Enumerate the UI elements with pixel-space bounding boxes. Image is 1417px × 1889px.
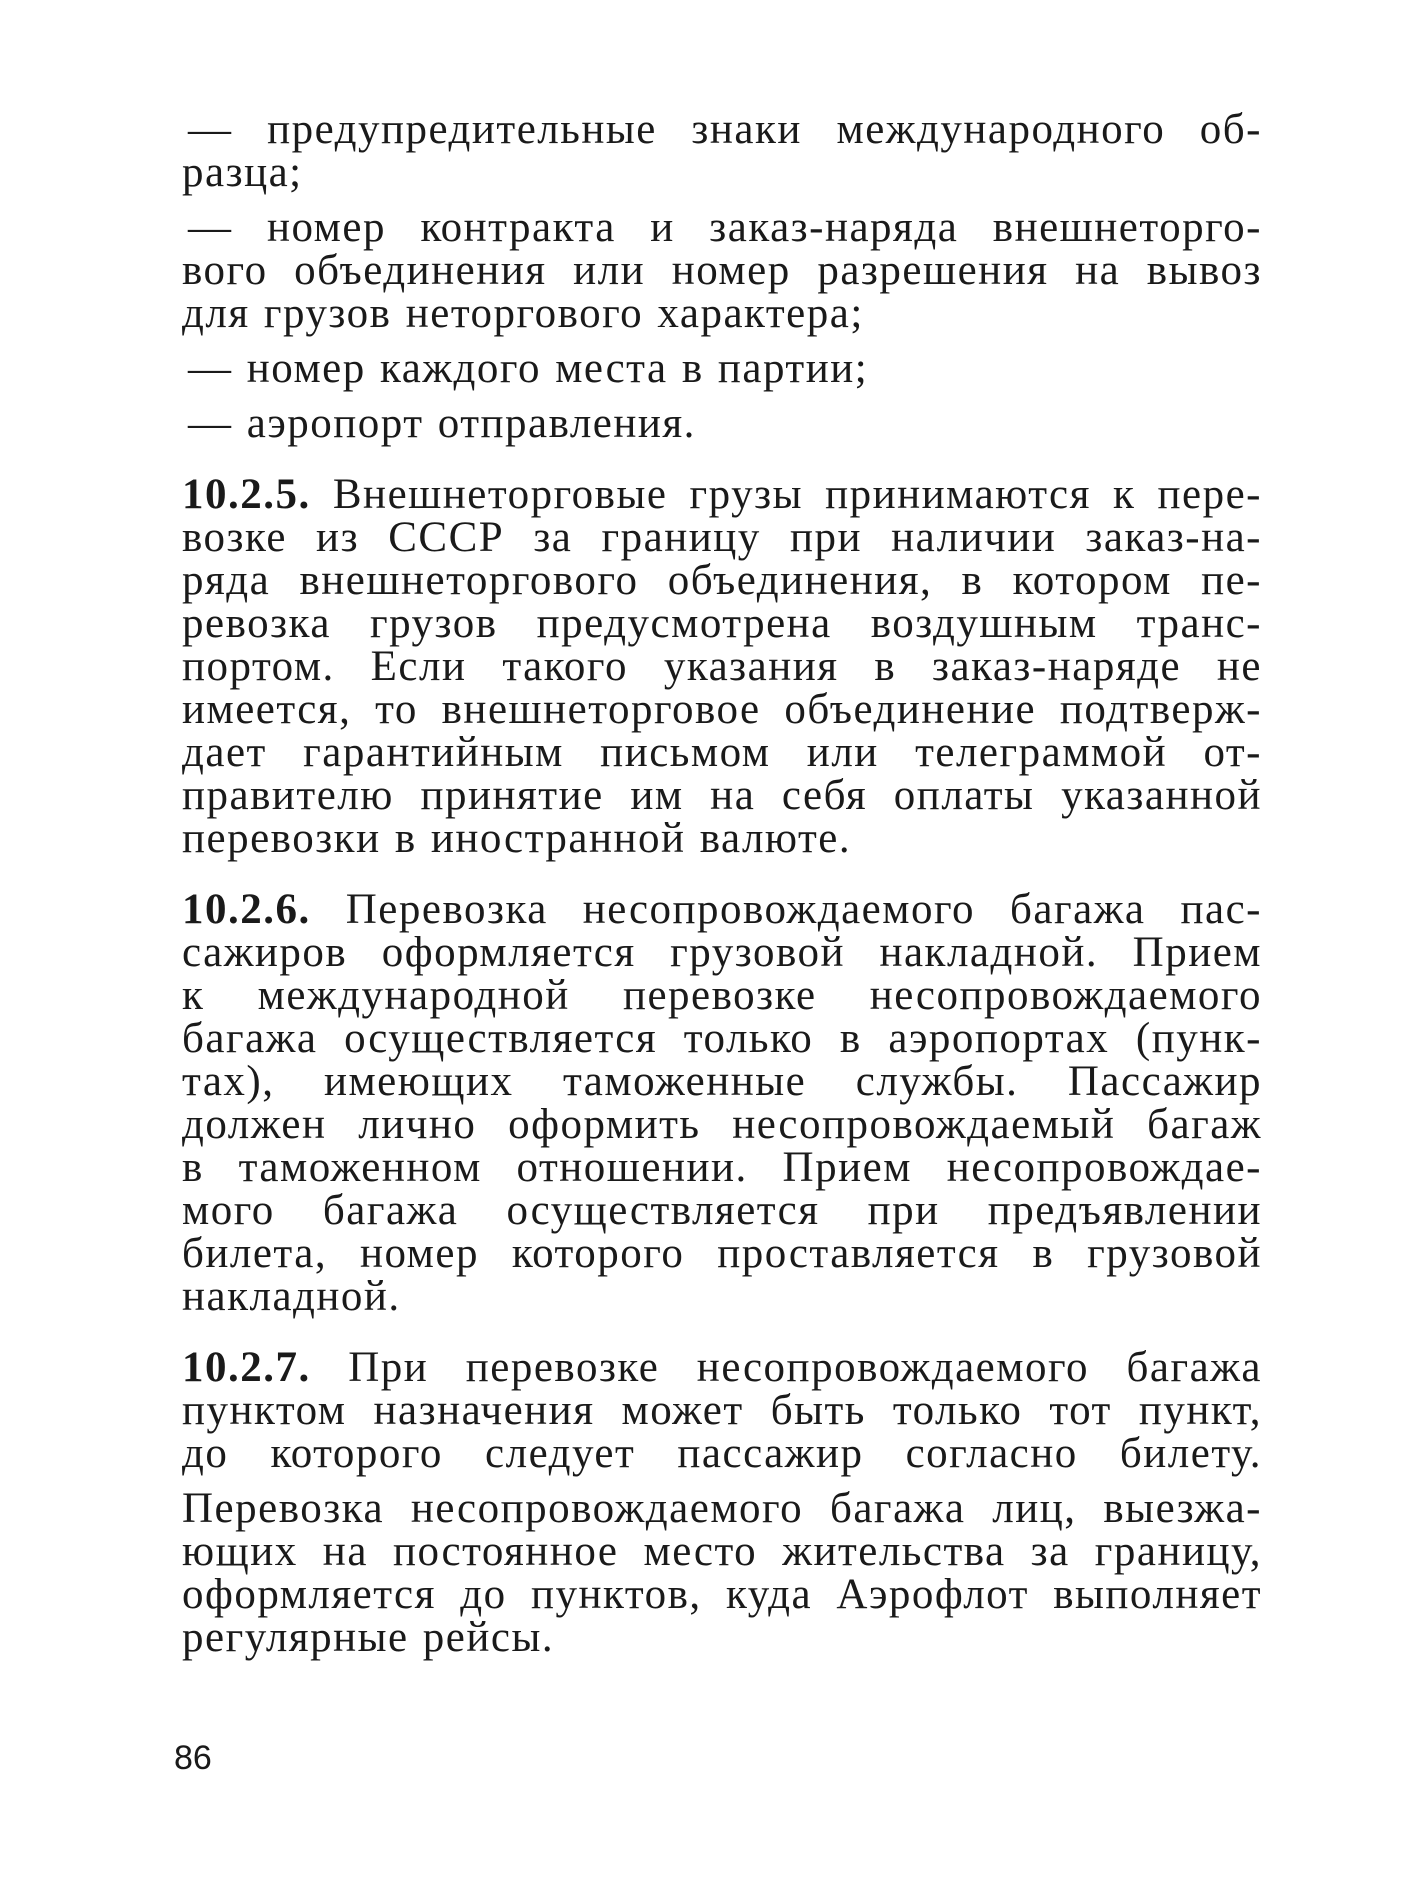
text-line: сажиров оформляется грузовой накладной. Прием xyxy=(182,929,1262,976)
text-line: оформляется до пунктов, куда Аэрофлот выполняет xyxy=(182,1571,1262,1618)
paragraph-number: 10.2.5. xyxy=(182,471,311,518)
list-item-warning-signs xyxy=(182,108,1262,194)
paragraph-first-text: При перевозке несопровождаемого багажа xyxy=(348,1344,1262,1391)
text-line: до которого следует пассажир согласно билету. xyxy=(182,1430,1262,1477)
text-line xyxy=(182,1346,1262,1389)
text-line: имеется, то внешнеторговое объединение подтверж- xyxy=(182,686,1262,733)
paragraph-10-2-6 xyxy=(182,888,1262,1318)
text-line: разца; xyxy=(182,149,303,196)
text-line: — аэропорт отправления. xyxy=(188,400,696,447)
text-line: к международной перевозке несопровождаемого xyxy=(182,972,1262,1019)
text-line: регулярные рейсы. xyxy=(182,1614,555,1661)
paragraph-first-text: Внешнеторговые грузы принимаются к пере- xyxy=(332,471,1263,518)
paragraph-number: 10.2.6. xyxy=(182,886,311,933)
text-line: вого объединения или номер разрешения на вывоз xyxy=(182,247,1262,294)
list-item-package-number xyxy=(182,347,1262,390)
text-line: ревозка грузов предусмотрена воздушным транс- xyxy=(182,600,1262,647)
text-line: дает гарантийным письмом или телеграммой от- xyxy=(182,729,1262,776)
paragraph-10-2-7-continuation xyxy=(182,1487,1262,1659)
text-line: должен лично оформить несопровождаемый багаж xyxy=(182,1101,1262,1148)
text-line: багажа осуществляется только в аэропортах (пунк- xyxy=(182,1015,1262,1062)
text-line: накладной. xyxy=(182,1273,401,1320)
text-line: — предупредительные знаки международного об- xyxy=(188,106,1262,153)
text-line: для грузов неторгового характера; xyxy=(182,290,864,337)
text-line: — номер контракта и заказ-наряда внешнеторго- xyxy=(188,204,1262,251)
paragraph-number: 10.2.7. xyxy=(182,1344,311,1391)
text-line: портом. Если такого указания в заказ-наряде не xyxy=(182,643,1262,690)
text-line: пунктом назначения может быть только тот пункт, xyxy=(182,1387,1262,1434)
text-line: — номер каждого места в партии; xyxy=(188,345,869,392)
document-page xyxy=(182,108,1262,1659)
paragraph-first-text: Перевозка несопровождаемого багажа пас- xyxy=(345,886,1262,933)
text-line: билета, номер которого проставляется в грузовой xyxy=(182,1230,1262,1277)
text-line: перевозки в иностранной валюте. xyxy=(182,815,852,862)
text-line xyxy=(182,473,1262,516)
text-line: возке из СССР за границу при наличии заказ-на- xyxy=(182,514,1262,561)
paragraph-10-2-7 xyxy=(182,1346,1262,1475)
text-line xyxy=(182,888,1262,931)
text-line: ряда внешнеторгового объединения, в котором пе- xyxy=(182,557,1262,604)
text-line: правителю принятие им на себя оплаты указанной xyxy=(182,772,1262,819)
text-line: в таможенном отношении. Прием несопровождае- xyxy=(182,1144,1262,1191)
text-line: тах), имеющих таможенные службы. Пассажир xyxy=(182,1058,1262,1105)
text-line: ющих на постоянное место жительства за границу, xyxy=(182,1528,1262,1575)
text-line: мого багажа осуществляется при предъявлении xyxy=(182,1187,1262,1234)
text-line: Перевозка несопровождаемого багажа лиц, выезжа- xyxy=(182,1485,1262,1532)
list-item-departure-airport xyxy=(182,402,1262,445)
list-item-contract-number xyxy=(182,206,1262,335)
paragraph-10-2-5 xyxy=(182,473,1262,860)
page-number: 86 xyxy=(174,1739,212,1777)
